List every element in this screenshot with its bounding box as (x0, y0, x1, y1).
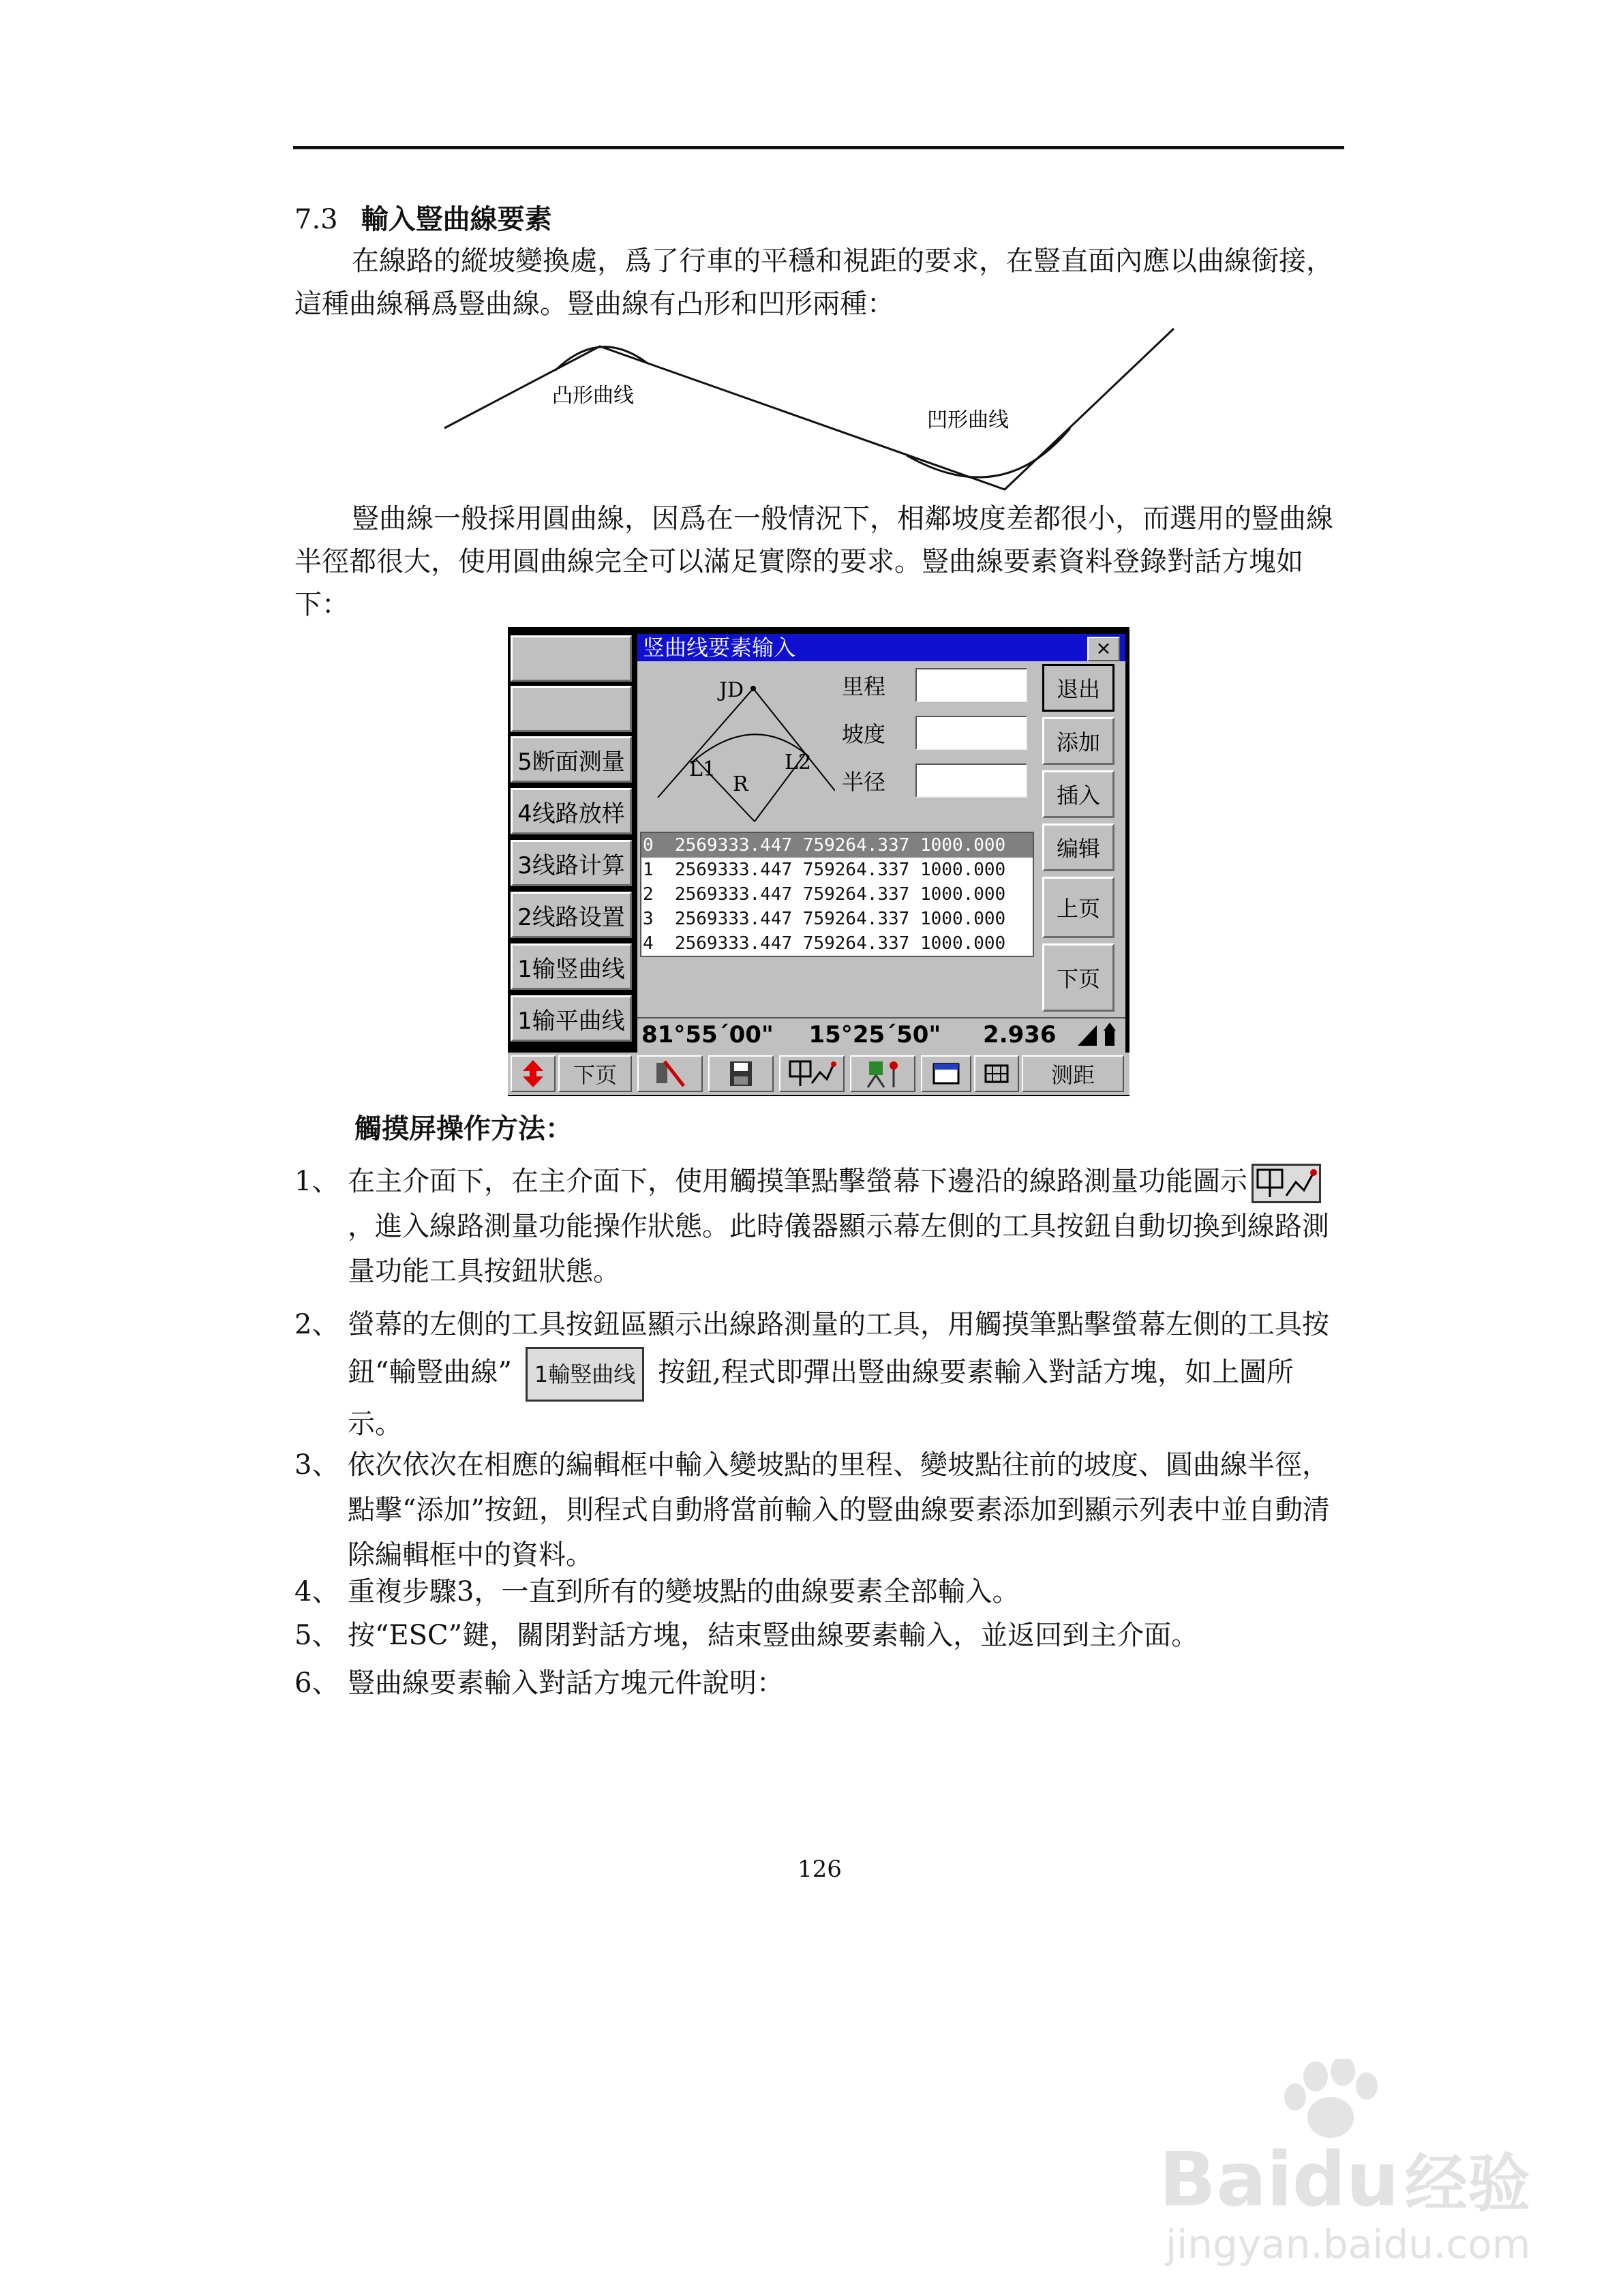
radius-label: 半径 (842, 769, 886, 795)
ops-item-5: 5、 按“ESC”鍵，關閉對話方塊，結束豎曲線要素輸入，並返回到主介面。 (294, 1620, 1199, 1651)
edit-button[interactable]: 编辑 (1042, 824, 1114, 871)
add-button[interactable]: 添加 (1042, 717, 1114, 765)
header-rule (293, 146, 1344, 149)
measure-distance-button[interactable]: 测距 (1022, 1055, 1124, 1092)
disk-icon (726, 1059, 756, 1089)
section-title: 輸入豎曲線要素 (361, 203, 552, 235)
mileage-input[interactable] (915, 668, 1027, 702)
l2-label: L2 (785, 751, 812, 774)
window-icon (931, 1060, 961, 1087)
up-down-arrow-icon (521, 1059, 545, 1089)
right-tangent (753, 689, 835, 791)
insert-button[interactable]: 插入 (1042, 770, 1114, 818)
keyboard-icon (984, 1063, 1009, 1085)
save-task-button[interactable] (708, 1055, 774, 1092)
route-survey-inline-icon (1252, 1164, 1321, 1203)
vertical-angle: 15°25´50" (808, 1021, 941, 1048)
signal-battery-icon (1076, 1023, 1120, 1047)
baidu-watermark (1159, 2059, 1541, 2266)
page-up-button[interactable]: 上页 (1042, 877, 1114, 938)
list-row[interactable]: 2 2569333.447 759264.337 1000.000 (643, 884, 1006, 905)
intro-paragraph-1: 在線路的縱坡變換處，爲了行車的平穩和視距的要求，在豎直面內應以曲線銜接，這種曲線稱爲豎曲線。豎曲線有凸形和凹形兩種： (294, 245, 1333, 320)
list-row[interactable]: 3 2569333.447 759264.337 1000.000 (643, 909, 1006, 929)
curve-element-list[interactable] (640, 832, 1034, 957)
jd-point (750, 686, 756, 691)
watermark-brand: Baidu (1159, 2136, 1399, 2223)
device-screenshot (508, 627, 1129, 1096)
dialog-client (637, 661, 1125, 1070)
ops-heading: 觸摸屏操作方法： (354, 1113, 573, 1145)
concave-curve (907, 428, 1070, 477)
list-row[interactable]: 1 2569333.447 759264.337 1000.000 (643, 860, 1006, 880)
keyboard-task-button[interactable] (974, 1055, 1019, 1092)
input-vertical-curve-inline-button: 1輸竪曲线 (526, 1347, 644, 1402)
left-tool-route-stakeout[interactable]: 4线路放样 (511, 788, 632, 834)
grade-line (444, 329, 1174, 489)
intro-paragraph-2: 豎曲線一般採用圓曲線，因爲在一般情況下，相鄰坡度差都很小，而選用的豎曲線半徑都很大，使用圓曲線完全可以滿足實際的要求。豎曲線要素資料登錄對話方塊如下： (294, 503, 1333, 620)
ops-item-2: 2、 螢幕的左側的工具按鈕區顯示出線路測量的工具，用觸摸筆點擊螢幕左側的工具按鈕“輸豎曲線” 1輸竪曲线 按鈕,程式即彈出豎曲線要素輸入對話方塊，如上圖所示。 (294, 1309, 1329, 1440)
left-tool-route-settings[interactable]: 2线路设置 (511, 892, 632, 938)
ops-item-1: 1、 在主介面下，在主介面下，使用觸摸筆點擊螢幕下邊沿的線路測量功能圖示，進入線路測量功能操作狀態。此時儀器顯示幕左側的工具按鈕自動切換到線路測量功能工具按鈕狀態。 (294, 1159, 1348, 1294)
data-task-button[interactable] (921, 1055, 971, 1092)
page-number: 126 (798, 1856, 842, 1883)
section-number: 7.3 (294, 204, 338, 235)
tools-icon (651, 1059, 689, 1089)
left-tool-blank-1[interactable] (511, 635, 632, 682)
watermark-sub-brand: 经验 (1404, 2147, 1530, 2220)
dialog-title: 竖曲线要素输入 (643, 635, 796, 661)
watermark-url: jingyan.baidu.com (1166, 2221, 1531, 2267)
route-survey-task-button[interactable] (779, 1055, 845, 1092)
left-tool-route-calc[interactable]: 3线路计算 (511, 840, 632, 886)
ops-item-3: 3、 依次依次在相應的編輯框中輸入變坡點的里程、變坡點往前的坡度、圓曲線半徑，點擊“添加”按鈕，則程式自動將當前輸入的豎曲線要素添加到顯示列表中並自動清除編輯框中的資料。 (294, 1449, 1330, 1571)
page-down-button[interactable]: 下页 (1042, 943, 1114, 1012)
toggle-panel-button[interactable] (511, 1055, 556, 1092)
route-survey-icon (787, 1059, 836, 1089)
left-tool-input-vertical-curve[interactable]: 1输竖曲线 (511, 943, 632, 990)
status-bar (637, 1017, 1125, 1051)
r-label: R (733, 772, 748, 796)
list-row[interactable]: 0 2569333.447 759264.337 1000.000 (641, 833, 1033, 858)
l1-label: L1 (689, 757, 716, 781)
exit-button[interactable]: 退出 (1042, 664, 1114, 712)
grade-label: 坡度 (842, 721, 886, 747)
settings-task-button[interactable] (637, 1055, 703, 1092)
instrument-icon (862, 1059, 903, 1089)
radius-input[interactable] (915, 764, 1027, 798)
station-task-button[interactable] (850, 1055, 915, 1092)
left-tool-blank-2[interactable] (511, 686, 632, 732)
curve-diagram (651, 675, 835, 839)
grade-input[interactable] (915, 716, 1027, 750)
ops-item-4: 4、 重複步驟3，一直到所有的變坡點的曲線要素全部輸入。 (294, 1576, 1020, 1607)
jd-label: JD (719, 678, 744, 702)
concave-label: 凹形曲线 (927, 408, 1009, 432)
next-page-task-button[interactable]: 下页 (558, 1055, 632, 1092)
left-tool-input-horizontal-curve[interactable]: 1输平曲线 (511, 995, 632, 1042)
section-heading (294, 198, 552, 237)
horizontal-angle: 81°55´00" (641, 1021, 774, 1048)
close-button[interactable]: × (1087, 637, 1120, 661)
dialog-titlebar (637, 634, 1125, 661)
list-row[interactable]: 4 2569333.447 759264.337 1000.000 (643, 933, 1006, 954)
taskbar (508, 1053, 1129, 1095)
route-survey-icon (1254, 1166, 1319, 1201)
convex-label: 凸形曲线 (552, 384, 634, 408)
distance-readout: 2.936 (983, 1021, 1057, 1048)
vertical-curve-figure (443, 326, 1193, 503)
left-tool-section-survey[interactable]: 5断面测量 (511, 736, 632, 783)
mileage-label: 里程 (842, 674, 886, 699)
ops-item-6: 6、 豎曲線要素輸入對話方塊元件說明： (294, 1667, 784, 1699)
